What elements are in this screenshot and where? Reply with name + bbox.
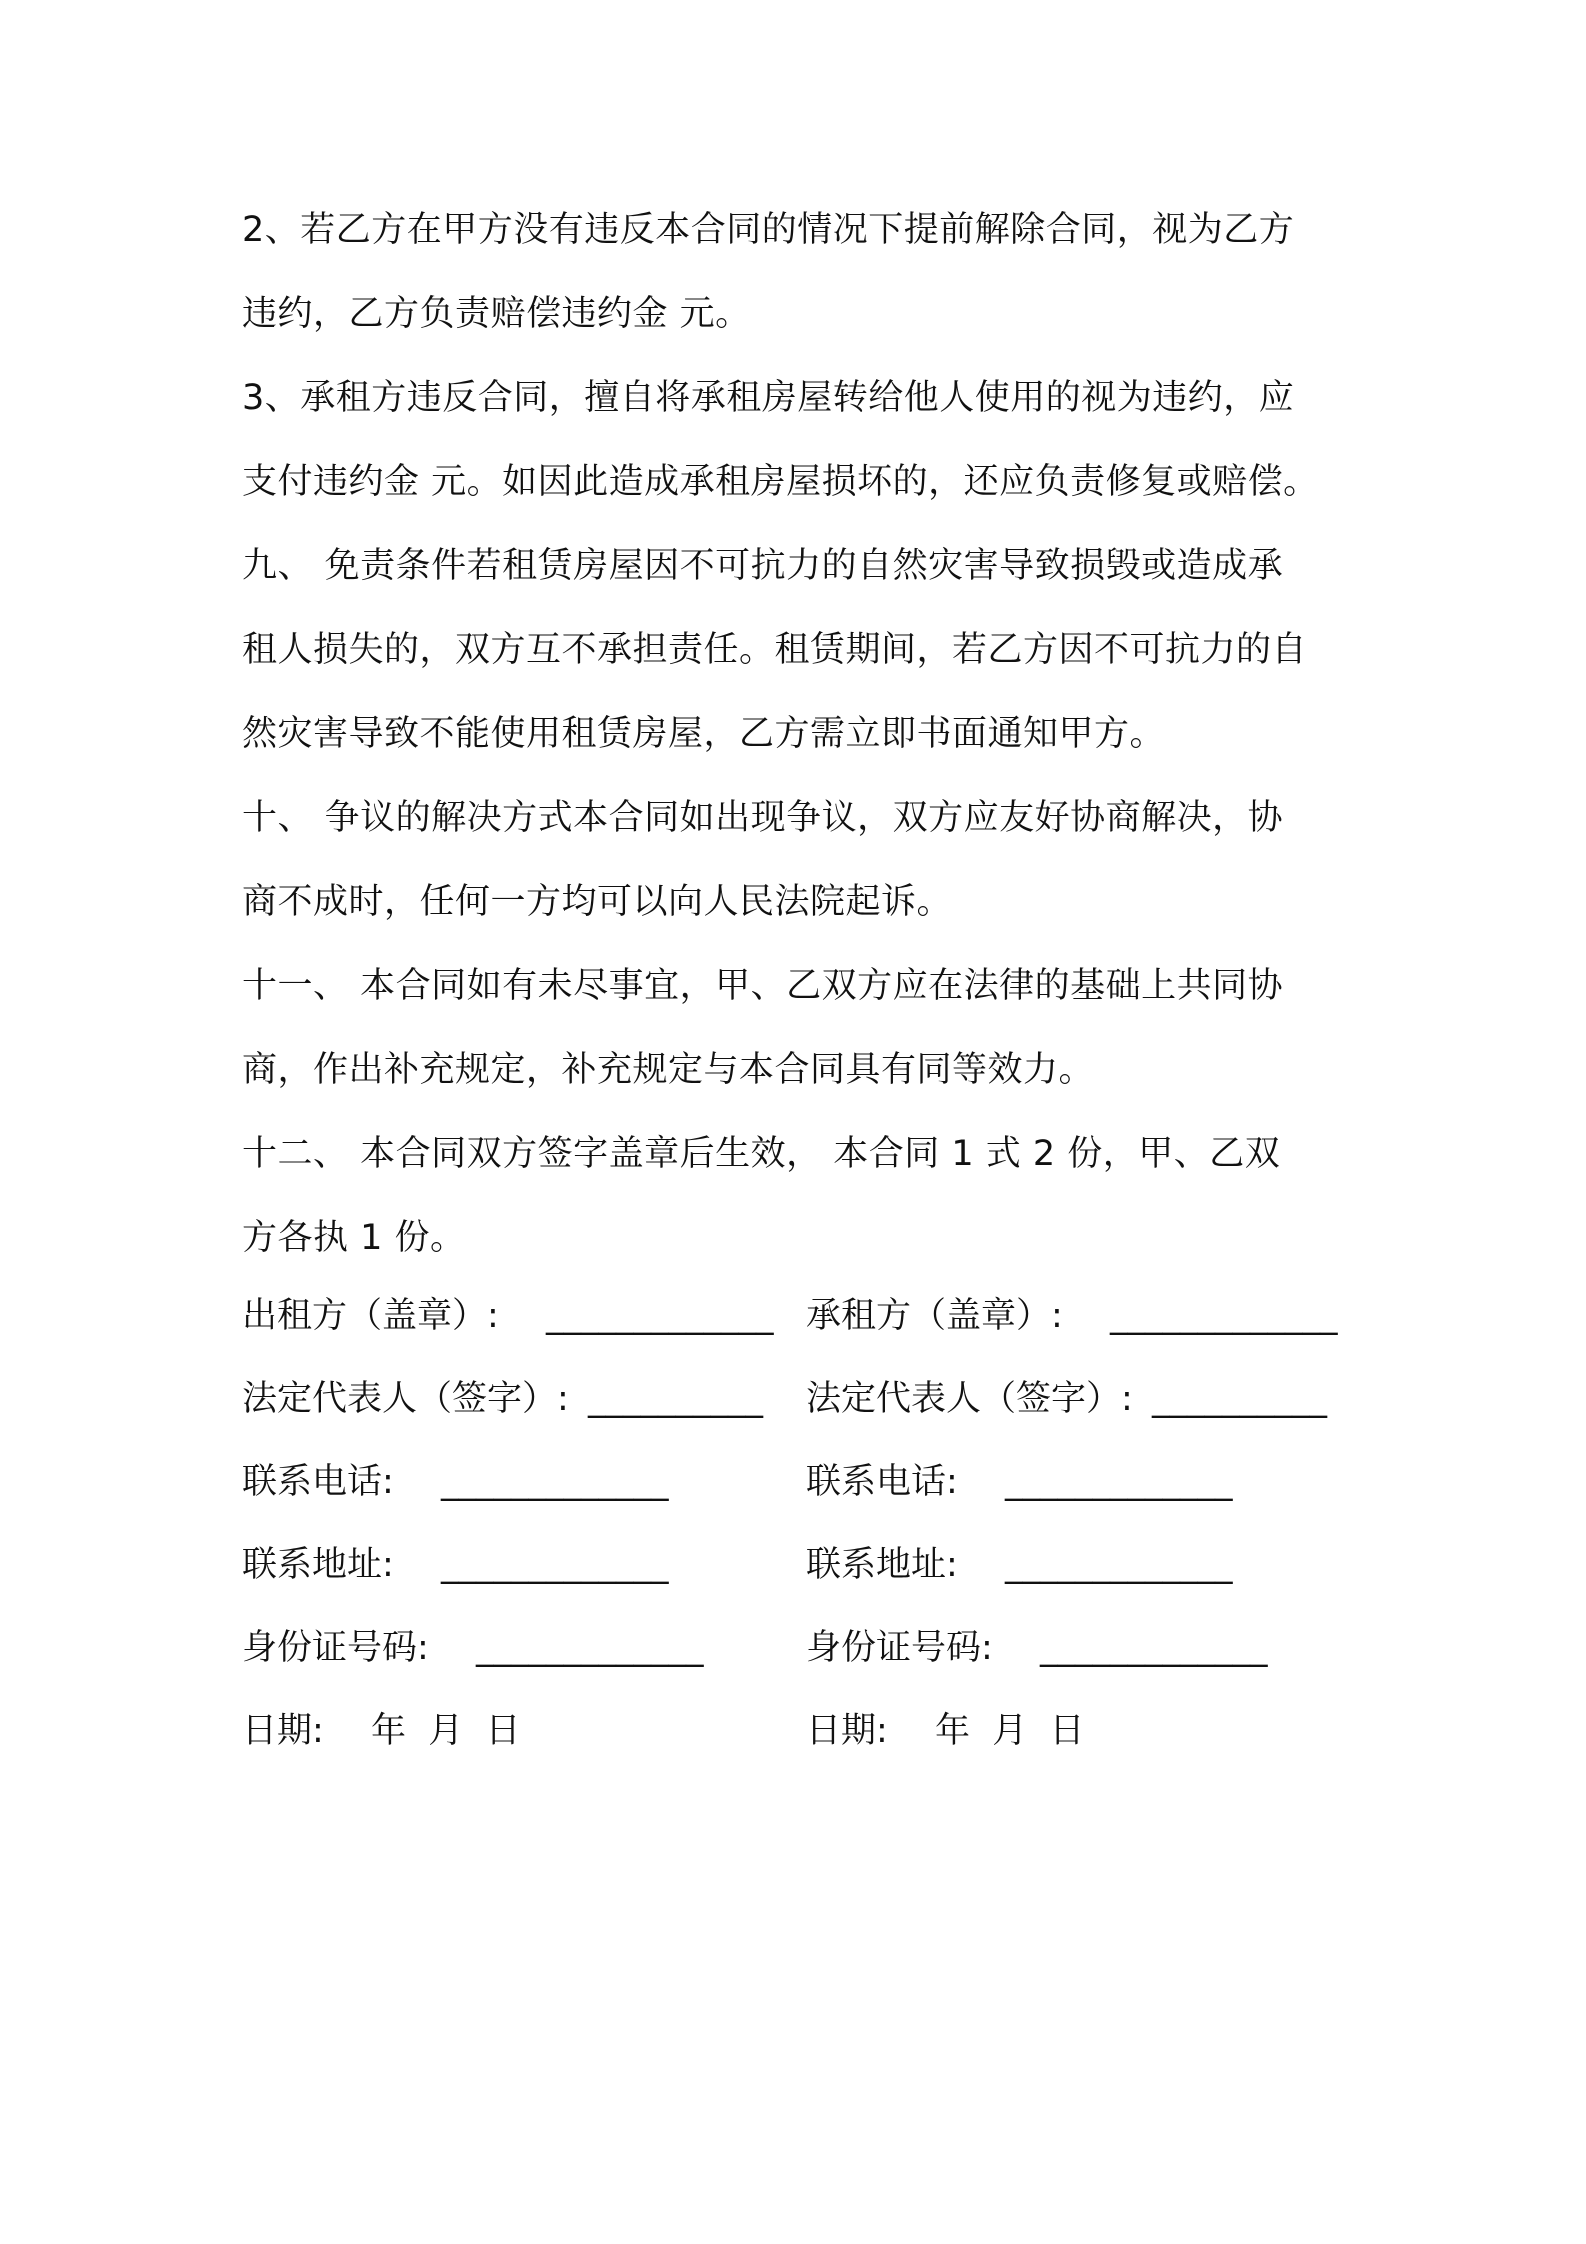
lessor-date-label: 日期: <box>242 1711 324 1751</box>
clause-9 <box>242 524 1362 776</box>
lessor-phone-blank[interactable]: _____________ <box>440 1462 669 1502</box>
lessor-legal-rep-blank[interactable]: __________ <box>587 1379 763 1419</box>
clause-11-line-1: 十一、 本合同如有未尽事宜，甲、乙双方应在法律的基础上共同协 <box>242 966 1284 1006</box>
lessor-address-label: 联系地址: <box>242 1545 394 1585</box>
lessee-date-label: 日期: <box>806 1711 888 1751</box>
lessee-address-label: 联系地址: <box>806 1545 958 1585</box>
lessee-seal-field[interactable] <box>806 1291 1337 1341</box>
clause-10-line-1: 十、 争议的解决方式本合同如出现争议，双方应友好协商解决，协 <box>242 798 1284 838</box>
lessee-id-field[interactable] <box>806 1623 1267 1673</box>
clause-12 <box>242 1112 1362 1280</box>
lessee-legal-rep-blank[interactable]: __________ <box>1151 1379 1327 1419</box>
lessor-seal-label: 出租方（盖章）: <box>242 1296 499 1336</box>
lessee-phone-label: 联系电话: <box>806 1462 958 1502</box>
lessee-phone-blank[interactable]: _____________ <box>1004 1462 1233 1502</box>
lessee-address-blank[interactable]: _____________ <box>1004 1545 1233 1585</box>
lessor-seal-field[interactable] <box>242 1291 773 1341</box>
clause-3-line-1: 3、承租方违反合同，擅自将承租房屋转给他人使用的视为违约，应 <box>242 378 1295 418</box>
lessee-seal-blank[interactable]: _____________ <box>1109 1296 1338 1336</box>
clause-3 <box>242 356 1362 524</box>
clause-3-line-2: 支付违约金 元。如因此造成承租房屋损坏的，还应负责修复或赔偿。 <box>242 462 1319 502</box>
clause-10-line-2: 商不成时，任何一方均可以向人民法院起诉。 <box>242 882 953 922</box>
lessor-id-blank[interactable]: _____________ <box>475 1628 704 1668</box>
clause-9-line-2: 租人损失的，双方互不承担责任。租赁期间，若乙方因不可抗力的自 <box>242 630 1308 670</box>
clause-12-line-1: 十二、 本合同双方签字盖章后生效， 本合同 1 式 2 份，甲、乙双 <box>242 1134 1281 1174</box>
clause-9-line-3: 然灾害导致不能使用租赁房屋，乙方需立即书面通知甲方。 <box>242 714 1166 754</box>
clause-2 <box>242 188 1362 356</box>
lessee-id-label: 身份证号码: <box>806 1628 993 1668</box>
lessee-legal-rep-field[interactable] <box>806 1374 1327 1424</box>
clause-2-line-2: 违约，乙方负责赔偿违约金 元。 <box>242 294 751 334</box>
clause-11 <box>242 944 1362 1112</box>
lessee-date-field[interactable] <box>806 1706 1084 1756</box>
lessee-address-field[interactable] <box>806 1540 1232 1590</box>
lessor-legal-rep-label: 法定代表人（签字）: <box>242 1379 569 1419</box>
clause-9-line-1: 九、 免责条件若租赁房屋因不可抗力的自然灾害导致损毁或造成承 <box>242 546 1284 586</box>
lessor-seal-blank[interactable]: _____________ <box>545 1296 774 1336</box>
clause-12-line-2: 方各执 1 份。 <box>242 1218 466 1258</box>
clause-11-line-2: 商，作出补充规定，补充规定与本合同具有同等效力。 <box>242 1050 1095 1090</box>
lessee-phone-field[interactable] <box>806 1457 1232 1507</box>
lessor-legal-rep-field[interactable] <box>242 1374 763 1424</box>
clause-10 <box>242 776 1362 944</box>
lessor-id-field[interactable] <box>242 1623 703 1673</box>
clause-2-line-1: 2、若乙方在甲方没有违反本合同的情况下提前解除合同，视为乙方 <box>242 210 1295 250</box>
lessor-id-label: 身份证号码: <box>242 1628 429 1668</box>
lessee-date-value[interactable]: 年 月 日 <box>934 1711 1085 1751</box>
lessor-phone-label: 联系电话: <box>242 1462 394 1502</box>
lessee-seal-label: 承租方（盖章）: <box>806 1296 1063 1336</box>
lessor-date-value[interactable]: 年 月 日 <box>370 1711 521 1751</box>
lessor-date-field[interactable] <box>242 1706 520 1756</box>
lessor-address-blank[interactable]: _____________ <box>440 1545 669 1585</box>
lessor-phone-field[interactable] <box>242 1457 668 1507</box>
lessee-id-blank[interactable]: _____________ <box>1039 1628 1268 1668</box>
lessor-address-field[interactable] <box>242 1540 668 1590</box>
lessee-legal-rep-label: 法定代表人（签字）: <box>806 1379 1133 1419</box>
